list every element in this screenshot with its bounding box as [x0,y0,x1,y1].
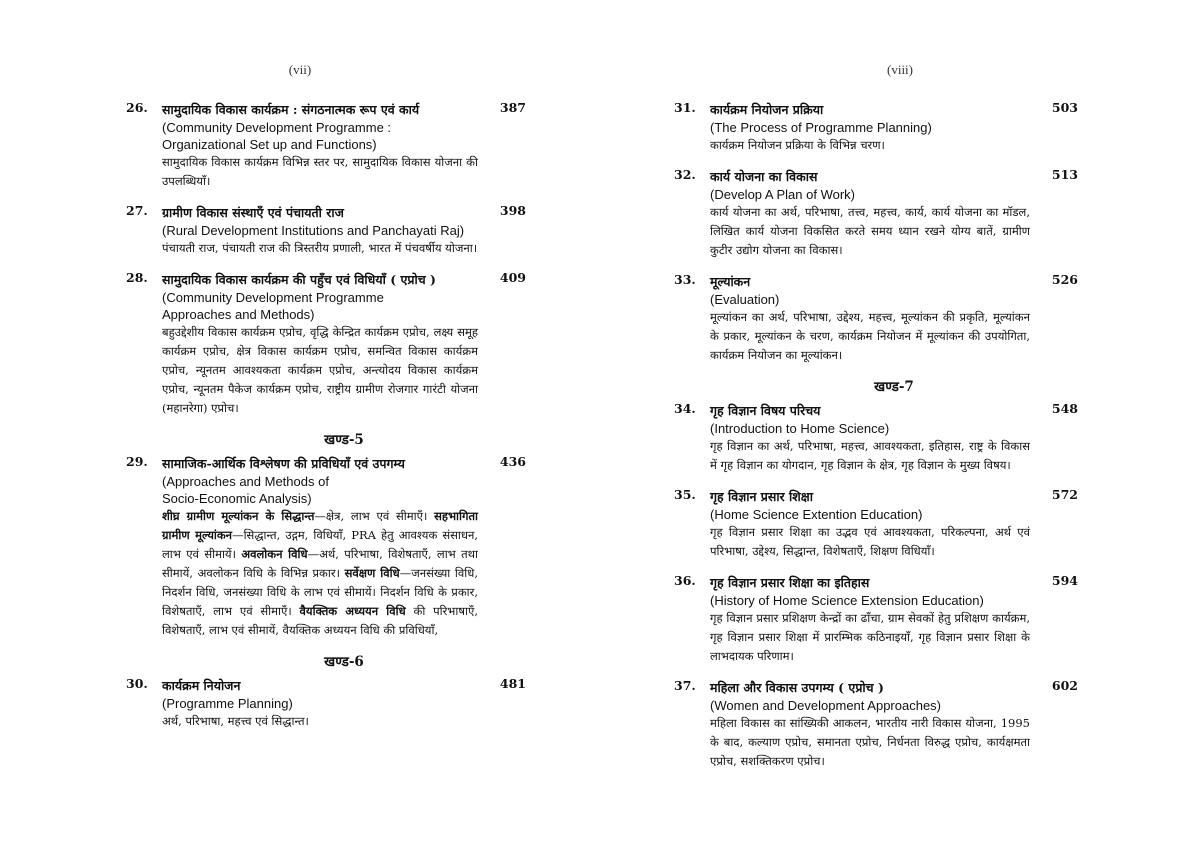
entry-number: 34. [674,401,696,416]
toc-entry-32 [674,167,1078,260]
entry-description [162,507,478,640]
toc-list [674,100,1078,783]
entry-description: कार्य योजना का अर्थ, परिभाषा, तत्त्व, महत्त्व, कार्य, कार्य योजना का मॉडल, लिखित कार्य योजना विकसित करते समय ध्यान रखने योग्य बातें, ग्रामीण कुटीर उद्योग योजना का विकास। [710,205,1030,257]
entry-description: महिला विकास का सांख्यिकी आकलन, भारतीय नारी विकास योजना, 1995 के बाद, कल्याण एप्रोच, समानता एप्रोच, निर्धनता विरुद्ध एप्रोच, कार्यक्षमता एप्रोच, सशक्तिकरण एप्रोच। [710,716,1030,768]
bold-topic: सर्वेक्षण विधि [344,566,400,580]
entry-english-title: (Programme Planning) [162,696,293,711]
entry-title: सामुदायिक विकास कार्यक्रम की पहुँच एवं विधियाँ ( एप्रोच ) [162,272,436,287]
entry-description: अर्थ, परिभाषा, महत्त्व एवं सिद्धान्त। [162,714,309,728]
entry-number: 31. [674,100,696,115]
entry-english-title: (Home Science Extention Education) [710,507,923,522]
entry-english-title: Socio-Economic Analysis) [162,491,312,506]
toc-list [126,100,526,743]
page-number: (vii) [288,62,312,77]
toc-entry-33 [674,272,1078,365]
entry-title: गृह विज्ञान प्रसार शिक्षा का इतिहास [710,575,870,590]
toc-entry-34 [674,401,1078,475]
entry-page: 481 [499,676,526,691]
topic-detail: —अर्थ, परिभाषा, विशेषताएँ, लाभ तथा सीमायें, अवलोकन विधि के विभिन्न प्रकार। [162,547,478,580]
topic-detail: —सिद्धान्त, उद्गम, विधियाँ, PRA हेतु आवश्यक संसाधन, लाभ एवं सीमायें। [162,528,478,561]
toc-entry-36 [674,573,1078,666]
entry-number: 32. [674,167,696,182]
entry-english-title: (Rural Development Institutions and Panchayati Raj) [162,223,465,238]
entry-title: सामाजिक-आर्थिक विश्लेषण की प्रविधियाँ एवं उपगम्य [162,456,405,471]
entry-title: कार्यक्रम नियोजन प्रक्रिया [710,102,824,117]
entry-description: मूल्यांकन का अर्थ, परिभाषा, उद्देश्य, महत्त्व, मूल्यांकन की प्रकृति, मूल्यांकन के प्रकार, मूल्यांकन के चरण, कार्यक्रम नियोजन में मूल्यांकन की उपयोगिता, कार्यक्रम नियोजन का मूल्यांकन। [710,310,1030,362]
entry-english-title: (Evaluation) [710,292,780,307]
entry-english-title: (Develop A Plan of Work) [710,187,855,202]
topic-detail: —जनसंख्या विधि, निदर्शन विधि, जनसंख्या विधि के लाभ एवं सीमायें। निदर्शन विधि के प्रकार, विशेषताएँ, लाभ एवं सीमाएँ। [162,566,478,618]
entry-title: कार्य योजना का विकास [710,169,818,184]
entry-english-title: (Community Development Programme [162,290,384,305]
bold-topic: वैयक्तिक अध्ययन विधि [299,604,406,618]
entry-english-title: (Introduction to Home Science) [710,421,890,436]
entry-title: मूल्यांकन [710,274,751,289]
entry-english-title: Approaches and Methods) [162,307,315,322]
entry-title: महिला और विकास उपगम्य ( एप्रोच ) [710,680,884,695]
toc-entry-30 [126,676,526,731]
entry-number: 35. [674,487,696,502]
entry-description: बहुउद्देशीय विकास कार्यक्रम एप्रोच, वृद्धि केन्द्रित कार्यक्रम एप्रोच, लक्ष्य समूह कार्यक्रम एप्रोच, क्षेत्र विकास कार्यक्रम एप्रोच, समन्वित विकास कार्यक्रम एप्रोच, न्यूनतम आवश्यकता कार्यक्रम एप्रोच, अन्त्योदय विकास कार्यक्रम एप्रोच, न्यूनतम पैकेज कार्यक्रम एप्रोच, राष्ट्रीय ग्रामीण रोजगार गारंटी योजना (महानरेगा) एप्रोच। [162,325,478,415]
section-heading-5: खण्ड-5 [324,432,364,448]
entry-page: 594 [1051,573,1078,588]
section-heading-7: खण्ड-7 [874,379,914,395]
entry-title: ग्रामीण विकास संस्थाएँ एवं पंचायती राज [162,205,344,220]
toc-entry-37 [674,678,1078,771]
toc-entry-31 [674,100,1078,155]
entry-description: सामुदायिक विकास कार्यक्रम विभिन्न स्तर पर, सामुदायिक विकास योजना की उपलब्धियाँ। [162,155,478,188]
bold-topic: शीघ्र ग्रामीण मूल्यांकन के सिद्धान्त [162,509,315,523]
entry-page: 503 [1051,100,1078,115]
entry-number: 27. [126,203,148,218]
entry-description: पंचायती राज, पंचायती राज की त्रिस्तरीय प्रणाली, भारत में पंचवर्षीय योजना। [162,241,478,255]
entry-page: 572 [1051,487,1078,502]
entry-page: 387 [499,100,526,115]
entry-page: 526 [1051,272,1078,287]
entry-description: गृह विज्ञान प्रसार शिक्षा का उद्भव एवं आवश्यकता, परिकल्पना, अर्थ एवं परिभाषा, उद्देश्य, सिद्धान्त, विशेषताएँ, शिक्षण विधियाँ। [710,525,1030,558]
right-page [600,0,1200,849]
entry-title: गृह विज्ञान प्रसार शिक्षा [710,489,813,504]
entry-number: 29. [126,454,148,469]
entry-page: 602 [1051,678,1078,693]
entry-page: 409 [499,270,526,285]
entry-number: 26. [126,100,148,115]
entry-english-title: Organizational Set up and Functions) [162,137,377,152]
entry-title: कार्यक्रम नियोजन [162,678,241,693]
entry-number: 36. [674,573,696,588]
toc-entry-28 [126,270,526,418]
page-number: (viii) [887,62,913,77]
entry-english-title: (The Process of Programme Planning) [710,120,932,135]
bold-topic: अवलोकन विधि [241,547,308,561]
entry-description: गृह विज्ञान का अर्थ, परिभाषा, महत्त्व, आवश्यकता, इतिहास, राष्ट्र के विकास में गृह विज्ञान का योगदान, गृह विज्ञान के क्षेत्र, गृह विज्ञान के मुख्य विषय। [710,439,1030,472]
topic-detail: की परिभाषाएँ, विशेषताएँ, लाभ एवं सीमायें, वैयक्तिक अध्ययन विधि की प्रविधियाँ, [162,604,479,637]
entry-number: 30. [126,676,148,691]
entry-description: कार्यक्रम नियोजन प्रक्रिया के विभिन्न चरण। [710,138,885,152]
toc-entry-27 [126,203,526,258]
entry-page: 436 [499,454,526,469]
entry-page: 513 [1051,167,1078,182]
entry-title: गृह विज्ञान विषय परिचय [710,403,821,418]
entry-english-title: (Community Development Programme : [162,120,392,135]
entry-english-title: (History of Home Science Extension Education) [710,593,984,608]
entry-page: 398 [499,203,526,218]
entry-number: 28. [126,270,148,285]
entry-description: गृह विज्ञान प्रसार प्रशिक्षण केन्द्रों का ढाँचा, ग्राम सेवकों हेतु प्रशिक्षण कार्यक्रम, गृह विज्ञान प्रसार शिक्षा में प्रारम्भिक कठिनाइयाँ, गृह विज्ञान प्रसार शिक्षा के लाभदायक परिणाम। [710,611,1030,663]
entry-english-title: (Women and Development Approaches) [710,698,941,713]
entry-number: 37. [674,678,696,693]
section-heading-6: खण्ड-6 [324,654,364,670]
entry-title: सामुदायिक विकास कार्यक्रम : संगठनात्मक रूप एवं कार्य [162,102,420,117]
topic-detail: —क्षेत्र, लाभ एवं सीमाएँ। [314,509,435,523]
toc-entry-35 [674,487,1078,561]
bold-topic: सहभागिता ग्रामीण मूल्यांकन [162,509,478,542]
entry-page: 548 [1051,401,1078,416]
entry-english-title: (Approaches and Methods of [162,474,329,489]
toc-entry-26 [126,100,526,191]
toc-entry-29 [126,454,526,640]
entry-number: 33. [674,272,696,287]
